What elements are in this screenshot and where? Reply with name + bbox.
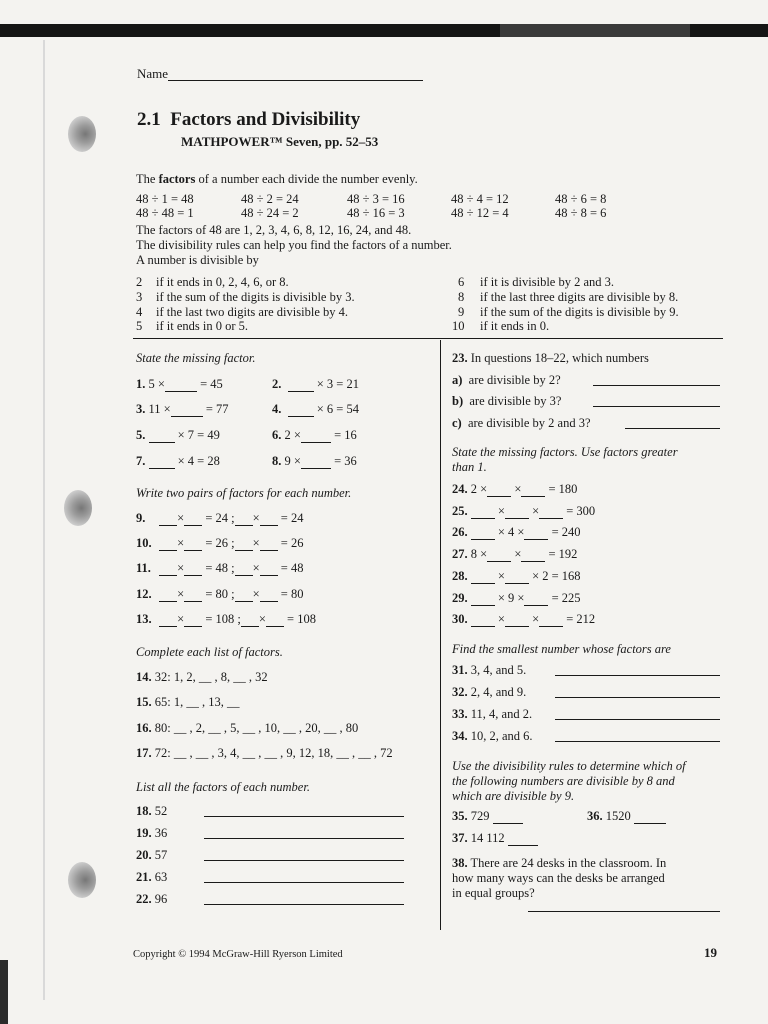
answer-blank[interactable] (301, 431, 331, 443)
answer-blank[interactable] (288, 405, 314, 417)
answer-line-33[interactable] (555, 719, 720, 720)
answer-line-23a[interactable] (593, 385, 720, 386)
answer-line-18[interactable] (204, 816, 404, 817)
question-25: 25. × × = 300 (452, 504, 596, 518)
rule-10: 10 if it ends in 0. (452, 319, 550, 333)
answer-blank[interactable] (149, 457, 175, 469)
question-3: 3. 11 × = 77 (136, 402, 229, 416)
question-14: 14. 32: 1, 2, __ , 8, __ , 32 (136, 670, 268, 684)
answer-line-22[interactable] (204, 904, 404, 905)
answer-line-20[interactable] (204, 860, 404, 861)
division-1a: 48 ÷ 1 = 48 (136, 192, 194, 206)
missing-factor-heading: State the missing factor. (136, 351, 256, 365)
division-4b: 48 ÷ 12 = 4 (451, 206, 509, 220)
rule-2: 2 if it ends in 0, 2, 4, 6, or 8. (136, 275, 289, 289)
answer-line-21[interactable] (204, 882, 404, 883)
scan-margin-line (43, 40, 45, 1000)
answer-blank[interactable] (508, 834, 538, 846)
answer-line-19[interactable] (204, 838, 404, 839)
source-reference: MATHPOWER™ Seven, pp. 52–53 (181, 134, 379, 149)
division-2b: 48 ÷ 24 = 2 (241, 206, 299, 220)
rule-4: 4 if the last two digits are divisible by 4. (136, 305, 348, 319)
name-blank[interactable] (168, 69, 423, 81)
question-5: 5. × 7 = 49 (136, 428, 220, 442)
question-20: 20. 57 (136, 848, 168, 862)
question-18: 18. 52 (136, 804, 168, 818)
scan-bottom-border (0, 960, 8, 1024)
section-number: 2.1 (137, 109, 161, 130)
answer-blank[interactable] (171, 405, 203, 417)
question-12: 12. × = 80 ; × = 80 (136, 587, 304, 601)
name-field (137, 66, 423, 81)
section-divider (133, 338, 723, 339)
rule-5: 5 if it ends in 0 or 5. (136, 319, 249, 333)
division-3a: 48 ÷ 3 = 16 (347, 192, 405, 206)
smallest-number-heading: Find the smallest number whose factors are (452, 642, 671, 656)
rule-8: 8 if the last three digits are divisible by 8. (458, 290, 679, 304)
complete-list-heading: Complete each list of factors. (136, 645, 283, 659)
question-23b: b) are divisible by 3? (452, 394, 562, 408)
question-23: 23. In questions 18–22, which numbers (452, 351, 649, 365)
answer-blank[interactable] (493, 812, 523, 824)
question-30: 30. × × = 212 (452, 612, 596, 626)
question-36: 36. 1520 (587, 809, 666, 824)
question-16: 16. 80: __ , 2, __ , 5, __ , 10, __ , 20, __ , 80 (136, 721, 359, 735)
answer-blank[interactable] (634, 812, 666, 824)
question-19: 19. 36 (136, 826, 168, 840)
copyright: Copyright © 1994 McGraw-Hill Ryerson Limited (133, 949, 343, 960)
name-label: Name (137, 66, 169, 81)
factors-of-48: The factors of 48 are 1, 2, 3, 4, 6, 8, 12, 16, 24, and 48. (136, 223, 412, 237)
division-3b: 48 ÷ 16 = 3 (347, 206, 405, 220)
question-33: 33. 11, 4, and 2. (452, 707, 533, 721)
question-6: 6. 2 × = 16 (272, 428, 357, 442)
question-9: 9. × = 24 ; × = 24 (136, 511, 304, 525)
answer-blank[interactable] (149, 431, 175, 443)
question-32: 32. 2, 4, and 9. (452, 685, 527, 699)
missing-factors-heading: State the missing factors. Use factors greater than 1. (452, 445, 678, 474)
question-26: 26. × 4 × = 240 (452, 525, 581, 539)
factor-pairs-heading: Write two pairs of factors for each number. (136, 486, 352, 500)
question-23c: c) are divisible by 2 and 3? (452, 416, 591, 430)
answer-line-38[interactable] (528, 911, 720, 912)
rule-9: 9 if the sum of the digits is divisible by 9. (458, 305, 679, 319)
punch-hole-bottom (68, 862, 96, 898)
answer-blank[interactable] (288, 380, 314, 392)
answer-line-32[interactable] (555, 697, 720, 698)
question-28: 28. × × 2 = 168 (452, 569, 581, 583)
rules-intro: The divisibility rules can help you find the factors of a number. (136, 238, 452, 252)
answer-blank[interactable] (165, 380, 197, 392)
punch-hole-top (68, 116, 96, 152)
division-1b: 48 ÷ 48 = 1 (136, 206, 194, 220)
question-31: 31. 3, 4, and 5. (452, 663, 527, 677)
page-title (137, 109, 361, 130)
question-34: 34. 10, 2, and 6. (452, 729, 533, 743)
scan-top-border (0, 24, 768, 37)
question-10: 10. × = 26 ; × = 26 (136, 536, 304, 550)
division-5b: 48 ÷ 8 = 6 (555, 206, 607, 220)
scan-grain (500, 24, 690, 37)
question-35: 35. 729 (452, 809, 523, 824)
page-number: 19 (704, 945, 717, 960)
question-7: 7. × 4 = 28 (136, 454, 220, 468)
rule-6: 6 if it is divisible by 2 and 3. (458, 275, 615, 289)
answer-blank[interactable] (301, 457, 331, 469)
question-17: 17. 72: __ , __ , 3, 4, __ , __ , 9, 12, 18, __ , __ , 72 (136, 746, 393, 760)
title-text: Factors and Divisibility (170, 109, 361, 130)
question-2: 2. × 3 = 21 (272, 377, 359, 391)
division-2a: 48 ÷ 2 = 24 (241, 192, 299, 206)
divisible-intro: A number is divisible by (136, 253, 259, 267)
answer-line-34[interactable] (555, 741, 720, 742)
rule-3: 3 if the sum of the digits is divisible by 3. (136, 290, 355, 304)
question-29: 29. × 9 × = 225 (452, 591, 581, 605)
question-38: 38. There are 24 desks in the classroom. In how many ways can the desks be arranged in equal groups? (452, 856, 667, 900)
column-divider (440, 340, 441, 930)
answer-line-31[interactable] (555, 675, 720, 676)
question-1: 1. 5 × = 45 (136, 377, 223, 391)
question-8: 8. 9 × = 36 (272, 454, 357, 468)
answer-line-23c[interactable] (625, 428, 720, 429)
question-4: 4. × 6 = 54 (272, 402, 359, 416)
division-5a: 48 ÷ 6 = 8 (555, 192, 607, 206)
punch-hole-middle (64, 490, 92, 526)
question-24: 24. 2 × × = 180 (452, 482, 578, 496)
divisibility-heading: Use the divisibility rules to determine which of the following numbers are divisible by 8 and which are divisible by 9. (452, 759, 686, 803)
question-15: 15. 65: 1, __ , 13, __ (136, 695, 240, 709)
question-11: 11. × = 48 ; × = 48 (136, 561, 304, 575)
answer-line-23b[interactable] (593, 406, 720, 407)
question-22: 22. 96 (136, 892, 168, 906)
question-37: 37. 14 112 (452, 831, 538, 846)
question-21: 21. 63 (136, 870, 168, 884)
question-13: 13. × = 108 ; × = 108 (136, 612, 316, 626)
question-23a: a) are divisible by 2? (452, 373, 561, 387)
list-all-heading: List all the factors of each number. (136, 780, 310, 794)
division-4a: 48 ÷ 4 = 12 (451, 192, 509, 206)
intro-line-1: The factors of a number each divide the number evenly. (136, 172, 418, 186)
question-27: 27. 8 × × = 192 (452, 547, 578, 561)
